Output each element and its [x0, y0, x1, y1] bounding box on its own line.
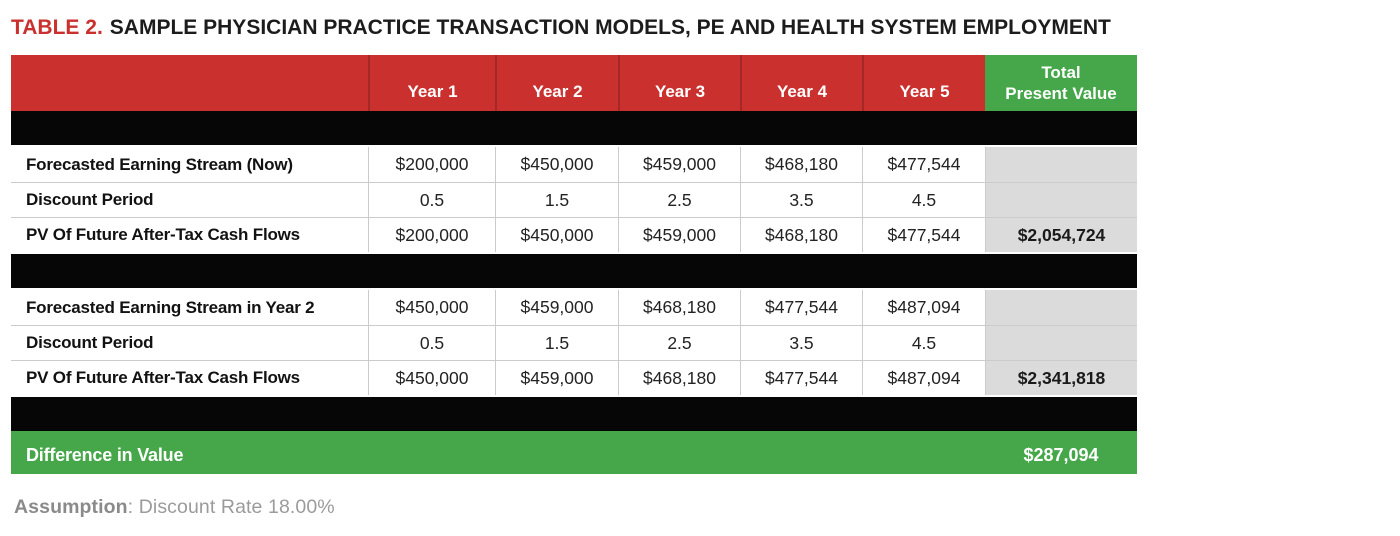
table-title-text: SAMPLE PHYSICIAN PRACTICE TRANSACTION MODELS, PE AND HEALTH SYSTEM EMPLOYMENT [109, 16, 1111, 39]
row-label: Forecasted Earning Stream (Now) [26, 154, 293, 174]
value-cell: $468,180 [740, 147, 862, 182]
black-divider-bar [11, 397, 1137, 431]
value-cell: $477,544 [740, 361, 862, 395]
table-number-label: TABLE 2. [11, 16, 103, 39]
value-cell: $477,544 [862, 147, 985, 182]
value-cell: 1.5 [495, 326, 618, 360]
total-cell [985, 147, 1137, 182]
scenario-2-section [11, 290, 1137, 395]
row-label: Forecasted Earning Stream in Year 2 [26, 297, 315, 317]
header-cell-year-5: Year 5 [862, 55, 985, 111]
summary-value: $287,094 [1023, 445, 1099, 465]
value-cell: $450,000 [495, 218, 618, 252]
header-cell-year-4: Year 4 [740, 55, 862, 111]
row-label: Discount Period [26, 333, 154, 352]
assumption-note [14, 496, 335, 519]
value-cell: $450,000 [368, 290, 495, 325]
table-row [11, 325, 1137, 360]
value-cell: 2.5 [618, 183, 740, 217]
value-cell: $468,180 [740, 218, 862, 252]
header-cell-empty [11, 55, 368, 111]
total-cell [985, 290, 1137, 325]
table-row [11, 182, 1137, 217]
value-cell: 4.5 [862, 326, 985, 360]
value-cell: $200,000 [368, 218, 495, 252]
summary-label: Difference in Value [26, 445, 184, 465]
scenario-1-section [11, 147, 1137, 252]
header-cell-total-present-value [985, 55, 1137, 111]
value-cell: $450,000 [495, 147, 618, 182]
value-cell: 2.5 [618, 326, 740, 360]
value-cell: $477,544 [740, 290, 862, 325]
table-header-row [11, 55, 1137, 111]
value-cell: 4.5 [862, 183, 985, 217]
assumption-label: Assumption [14, 496, 128, 518]
value-cell: $477,544 [862, 218, 985, 252]
value-cell: $487,094 [862, 361, 985, 395]
total-cell: $2,341,818 [985, 361, 1137, 395]
row-label: PV Of Future After-Tax Cash Flows [26, 225, 300, 244]
value-cell: $468,180 [618, 290, 740, 325]
table-row [11, 217, 1137, 252]
table-title [11, 16, 1111, 40]
value-cell: $459,000 [495, 361, 618, 395]
table-row [11, 147, 1137, 182]
total-cell [985, 326, 1137, 360]
summary-spacer [618, 431, 985, 474]
summary-row [11, 431, 1137, 474]
value-cell: $459,000 [495, 290, 618, 325]
value-cell: 1.5 [495, 183, 618, 217]
table-row [11, 360, 1137, 395]
header-cell-year-3: Year 3 [618, 55, 740, 111]
black-divider-bar [11, 111, 1137, 145]
data-table [11, 55, 1137, 474]
value-cell: $459,000 [618, 218, 740, 252]
header-cell-year-2: Year 2 [495, 55, 618, 111]
value-cell: $487,094 [862, 290, 985, 325]
value-cell: $468,180 [618, 361, 740, 395]
row-label: PV Of Future After-Tax Cash Flows [26, 368, 300, 387]
total-cell [985, 183, 1137, 217]
value-cell: 0.5 [368, 326, 495, 360]
total-header-line1: Total [1041, 62, 1081, 82]
value-cell: 0.5 [368, 183, 495, 217]
value-cell: $450,000 [368, 361, 495, 395]
value-cell: 3.5 [740, 183, 862, 217]
row-label: Discount Period [26, 190, 154, 209]
black-divider-bar [11, 254, 1137, 288]
value-cell: $459,000 [618, 147, 740, 182]
value-cell: $200,000 [368, 147, 495, 182]
total-cell: $2,054,724 [985, 218, 1137, 252]
table-row [11, 290, 1137, 325]
assumption-text: : Discount Rate 18.00% [127, 496, 335, 518]
header-cell-year-1: Year 1 [368, 55, 495, 111]
total-header-line2: Present Value [1005, 84, 1117, 103]
value-cell: 3.5 [740, 326, 862, 360]
